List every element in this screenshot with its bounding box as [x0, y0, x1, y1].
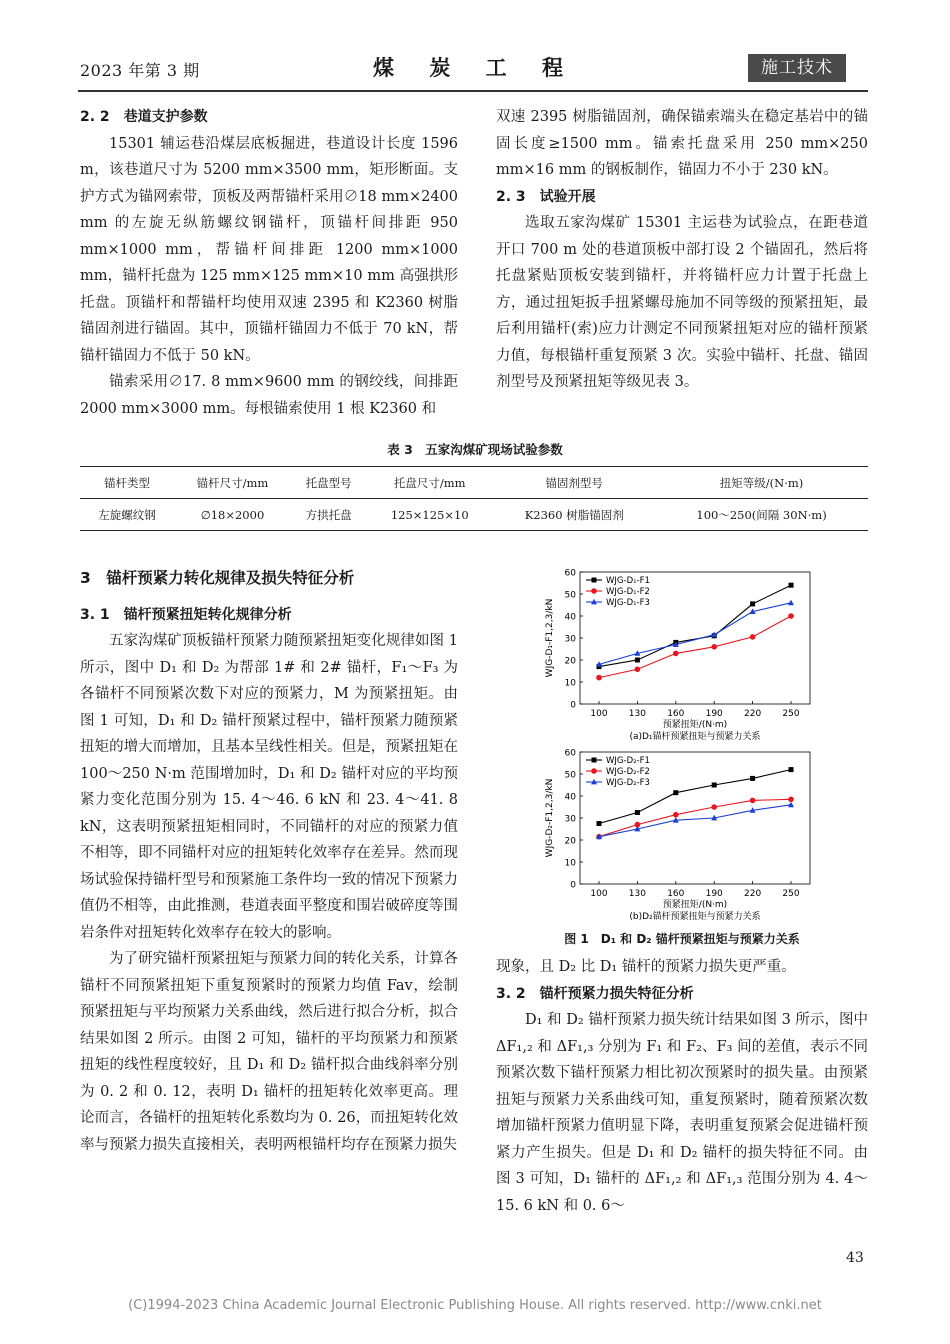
issue-label: 2023 年第 3 期	[80, 61, 200, 80]
right-column-top	[496, 104, 868, 396]
page-number: 43	[846, 1250, 864, 1266]
y-tick-label: 30	[564, 634, 576, 645]
y-axis-label: WJG-D₂-F1,2,3/kN	[545, 778, 555, 858]
legend-label: WJG-D₂-F1	[606, 756, 650, 766]
right-column-bottom	[496, 954, 868, 1219]
x-tick-label: 100	[590, 709, 608, 719]
data-point-triangle	[788, 600, 794, 606]
data-point-square	[673, 790, 678, 795]
legend-label: WJG-D₁-F3	[606, 598, 650, 608]
section-2-3-paragraph-1: 选取五家沟煤矿 15301 主运巷为试验点，在距巷道开口 700 m 处的巷道顶板中部打设 2 个锚固孔，然后将托盘紧贴顶板安装到锚杆，并将锚杆应力计置于托盘上方，通过扭矩扳手扭紧螺母施加不同等级的预紧扭矩，最后利用锚杆(索)应力计测定不同预紧扭矩对应的锚杆预紧力值，每根锚杆重复预紧 3 次。实验中锚杆、托盘、锚固剂型号及预紧扭矩等级见表 3。	[496, 215, 868, 390]
journal-title: 煤 炭 工 程	[373, 55, 577, 80]
table-cell: K2360 树脂锚固剂	[524, 507, 624, 522]
table-3-caption: 表 3 五家沟煤矿现场试验参数	[387, 442, 563, 457]
data-point-square	[750, 601, 755, 606]
x-axis-label: 预紧扭矩/(N·m)	[662, 720, 728, 730]
data-point-square	[635, 658, 640, 663]
y-tick-label: 0	[570, 880, 576, 891]
data-point-circle	[788, 797, 794, 803]
section-3-1-heading: 3. 1 锚杆预紧扭矩转化规律分析	[80, 606, 292, 623]
y-axis-label: WJG-D₁-F1,2,3/kN	[545, 598, 555, 678]
y-tick-label: 50	[564, 590, 576, 601]
legend-label: WJG-D₂-F3	[606, 778, 650, 788]
legend-label: WJG-D₁-F1	[606, 576, 650, 586]
data-point-circle	[711, 644, 717, 650]
section-2-2-heading: 2. 2 巷道支护参数	[80, 109, 208, 125]
legend-marker	[592, 758, 597, 763]
y-tick-label: 40	[564, 792, 576, 803]
data-point-circle	[711, 804, 717, 810]
x-tick-label: 220	[744, 709, 762, 719]
header-rule	[78, 90, 868, 92]
data-point-square	[635, 810, 640, 815]
data-point-square	[789, 583, 794, 588]
series-line-triangle	[599, 603, 791, 665]
x-tick-label: 160	[667, 889, 685, 899]
section-2-2-paragraph-2-continued: 双速 2395 树脂锚固剂，确保锚索端头在稳定基岩中的锚固长度≥1500 mm。锚索托盘采用 250 mm×250 mm×16 mm 的钢板制作，锚固力不小于 230 kN。	[496, 109, 868, 178]
y-tick-label: 0	[570, 700, 576, 711]
data-point-square	[789, 767, 794, 772]
data-point-circle	[596, 675, 602, 681]
x-tick-label: 100	[590, 889, 608, 899]
data-point-circle	[750, 634, 756, 640]
copyright-footer: (C)1994-2023 China Academic Journal Electronic Publishing House. All rights reserved. http://www.cnki.net	[128, 1298, 822, 1313]
y-tick-label: 10	[564, 678, 576, 689]
y-tick-label: 20	[564, 836, 576, 847]
table-header-cell: 托盘尺寸/mm	[393, 475, 466, 490]
series-line-triangle	[599, 805, 791, 837]
section-3-2-heading: 3. 2 锚杆预紧力损失特征分析	[496, 985, 694, 1002]
legend-marker	[591, 768, 597, 774]
data-point-square	[712, 783, 717, 788]
x-tick-label: 220	[744, 889, 762, 899]
data-point-square	[750, 776, 755, 781]
section-2-3-heading: 2. 3 试验开展	[496, 188, 596, 205]
table-cell: 左旋螺纹钢	[98, 507, 156, 522]
section-3-1-paragraph-1: 五家沟煤矿顶板锚杆预紧力随预紧扭矩变化规律如图 1 所示，图中 D₁ 和 D₂ 为帮部 1# 和 2# 锚杆，F₁～F₃ 为各锚杆不同预紧次数下对应的预紧力，M 为预紧扭矩。由图 1 可知，D₁ 和 D₂ 锚杆预紧过程中，锚杆预紧力随预紧扭矩的增大而增加，且基本呈线性相关。但是，预紧扭矩在 100～250 N·m 范围增加时，D₁ 和 D₂ 锚杆对应的平均预紧力变化范围分别为 15. 4～46. 6 kN 和 23. 4～41. 8 kN，这表明预紧扭矩相同时，不同锚杆的对应的预紧力值不相等，即不同锚杆对应的扭矩转化效率存在差异。然而现场试验保持锚杆型号和预紧施工条件均一致的情况下预紧力值仍不相等，由此推测，巷道表面平整度和围岩破碎度等围岩条件对扭矩转化效率存在较大的影响。	[80, 633, 458, 941]
y-tick-label: 30	[564, 814, 576, 825]
data-point-circle	[635, 666, 641, 672]
figure-1b-chart	[540, 742, 830, 922]
y-tick-label: 40	[564, 612, 576, 623]
section-2-2-paragraph-2: 锚索采用∅17. 8 mm×9600 mm 的钢绞线，间排距 2000 mm×3000 mm。每根锚索使用 1 根 K2360 和	[80, 374, 458, 417]
table-3	[80, 466, 868, 531]
legend-marker	[592, 578, 597, 583]
y-tick-label: 60	[564, 748, 576, 759]
data-point-circle	[788, 613, 794, 619]
x-tick-label: 190	[705, 889, 723, 899]
left-column-top	[80, 104, 458, 422]
table-header-row	[80, 467, 868, 499]
x-tick-label: 160	[667, 709, 685, 719]
series-line-circle	[599, 616, 791, 678]
left-column-bottom	[80, 565, 458, 1158]
table-header-cell: 锚固剂型号	[545, 475, 603, 490]
data-point-circle	[673, 651, 679, 657]
section-3-1-paragraph-2-continued: 现象，且 D₂ 比 D₁ 锚杆的预紧力损失更严重。	[496, 959, 796, 975]
table-header-cell: 托盘型号	[305, 475, 352, 490]
section-3-1-paragraph-2: 为了研究锚杆预紧扭矩与预紧力间的转化关系，计算各锚杆不同预紧扭矩下重复预紧时的预紧力均值 Fav，绘制预紧扭矩与平均预紧力关系曲线，然后进行拟合分析，拟合结果如图 2 所示。由图 2 可知，锚杆的平均预紧力和预紧扭矩的线性程度较好，且 D₁ 和 D₂ 锚杆拟合曲线斜率分别为 0. 2 和 0. 12，表明 D₁ 锚杆的扭矩转化效率更高。理论而言，各锚杆的扭矩转化系数均为 0. 26，而扭矩转化效率与预紧力损失直接相关，表明两根锚杆均存在预紧力损失	[80, 951, 458, 1153]
table-header-cell: 锚杆类型	[103, 475, 150, 490]
section-2-2-paragraph-1: 15301 辅运巷沿煤层底板掘进，巷道设计长度 1596 m，该巷道尺寸为 5200 mm×3500 mm，矩形断面。支护方式为锚网索带，顶板及两帮锚杆采用∅18 mm×2400 mm 的左旋无纵筋螺纹钢锚杆，顶锚杆间排距 950 mm×1000 mm，帮锚杆间排距 1200 mm×1000 mm，锚杆托盘为 125 mm×125 mm×10 mm 高强拱形托盘。顶锚杆和帮锚杆均使用双速 2395 和 K2360 树脂锚固剂进行锚固。其中，顶锚杆锚固力不低于 70 kN，帮锚杆锚固力不低于 50 kN。	[80, 135, 458, 364]
table-header-cell: 锚杆尺寸/mm	[196, 475, 269, 490]
y-tick-label: 60	[564, 568, 576, 579]
data-point-circle	[750, 798, 756, 804]
x-tick-label: 190	[705, 709, 723, 719]
section-3-heading: 3 锚杆预紧力转化规律及损失特征分析	[80, 569, 355, 587]
figure-1a-chart	[540, 562, 830, 742]
table-row	[80, 499, 868, 531]
table-cell: ∅18×2000	[200, 507, 265, 522]
x-tick-label: 250	[782, 709, 800, 719]
table-cell: 125×125×10	[390, 507, 469, 522]
legend-label: WJG-D₂-F2	[606, 767, 650, 777]
data-point-square	[597, 821, 602, 826]
chart-subtitle: (a)D₁锚杆预紧扭矩与预紧力关系	[629, 732, 761, 742]
y-tick-label: 10	[564, 858, 576, 869]
section-3-2-paragraph-1: D₁ 和 D₂ 锚杆预紧力损失统计结果如图 3 所示，图中 ΔF₁,₂ 和 ΔF₁,₃ 分别为 F₁ 和 F₂、F₃ 间的差值，表示不同预紧次数下锚杆预紧力相比初次预紧时的损失量。由预紧扭矩与预紧力关系曲线可知，重复预紧时，随着预紧次数增加锚杆预紧力值明显下降，表明重复预紧会促进锚杆预紧力产生损失。但是 D₁ 和 D₂ 锚杆的损失特征不同。由图 3 可知，D₁ 锚杆的 ΔF₁,₂ 和 ΔF₁,₃ 范围分别为 4. 4～15. 6 kN 和 0. 6～	[496, 1012, 868, 1214]
figure-1-caption: 图 1 D₁ 和 D₂ 锚杆预紧扭矩与预紧力关系	[564, 932, 800, 946]
x-tick-label: 130	[628, 889, 646, 899]
table-header-cell: 扭矩等级/(N·m)	[719, 475, 804, 490]
chart-subtitle: (b)D₂锚杆预紧扭矩与预紧力关系	[629, 912, 761, 922]
legend-marker	[591, 588, 597, 594]
x-tick-label: 130	[628, 709, 646, 719]
x-axis-label: 预紧扭矩/(N·m)	[662, 900, 728, 910]
data-point-circle	[673, 812, 679, 818]
data-point-triangle	[788, 802, 794, 808]
column-badge: 施工技术	[748, 54, 846, 82]
x-tick-label: 250	[782, 889, 800, 899]
table-cell: 100～250(间隔 30N·m)	[696, 507, 827, 522]
y-tick-label: 20	[564, 656, 576, 667]
legend-label: WJG-D₁-F2	[606, 587, 650, 597]
y-tick-label: 50	[564, 770, 576, 781]
table-cell: 方拱托盘	[305, 507, 352, 522]
